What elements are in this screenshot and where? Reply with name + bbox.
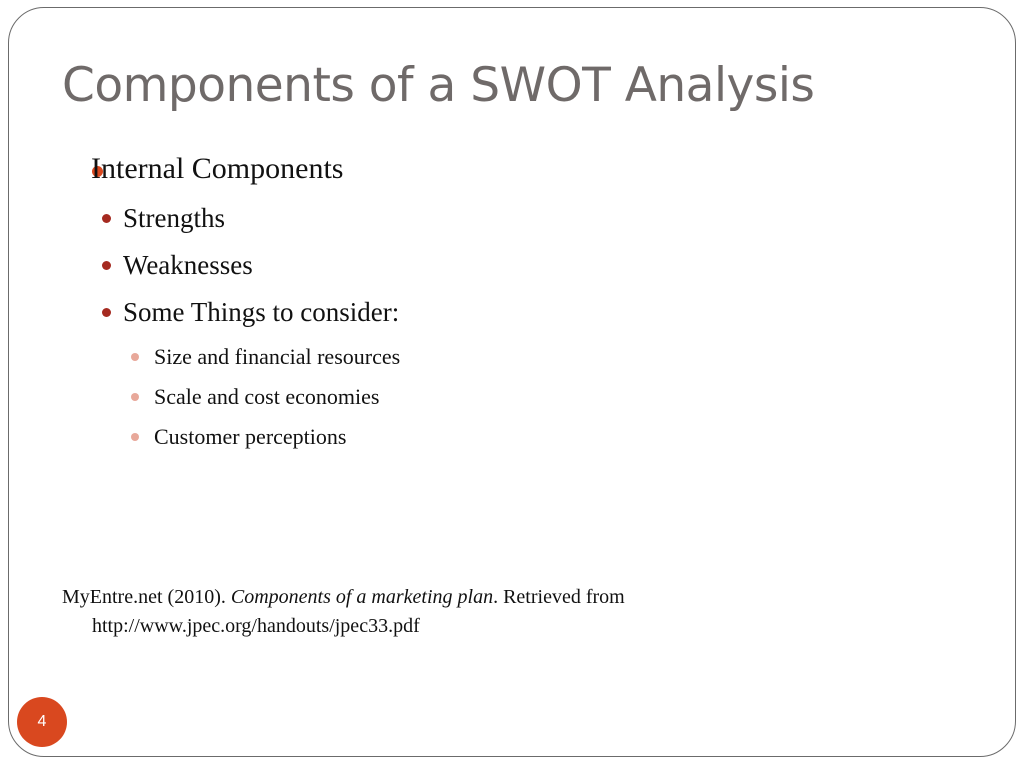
bullet-dot-level2 xyxy=(102,214,111,223)
bullet-strengths: Strengths xyxy=(123,203,226,233)
bullet-dot-level3 xyxy=(131,433,139,441)
bullet-internal-components: Internal Components xyxy=(91,152,344,185)
citation-title: Components of a marketing plan xyxy=(230,586,494,608)
bullet-scale-cost: Scale and cost economies xyxy=(154,384,380,409)
citation xyxy=(62,583,625,641)
bullet-dot-level3 xyxy=(131,393,139,401)
bullet-dot-level3 xyxy=(131,353,139,361)
bullet-customer-perceptions: Customer perceptions xyxy=(154,424,347,449)
slide-title: Components of a SWOT Analysis xyxy=(62,58,815,113)
bullet-dot-level2 xyxy=(102,308,111,317)
bullet-dot-level2 xyxy=(102,261,111,270)
bullet-size-financial: Size and financial resources xyxy=(154,344,401,369)
citation-url: http://www.jpec.org/handouts/jpec33.pdf xyxy=(92,615,420,637)
citation-retrieved: . Retrieved from xyxy=(493,586,625,608)
bullet-weaknesses: Weaknesses xyxy=(123,250,253,280)
page-number-badge: 4 xyxy=(17,697,67,747)
slide-frame xyxy=(8,7,1016,757)
citation-source: MyEntre.net (2010). xyxy=(62,586,231,608)
bullet-some-things: Some Things to consider: xyxy=(123,297,400,327)
